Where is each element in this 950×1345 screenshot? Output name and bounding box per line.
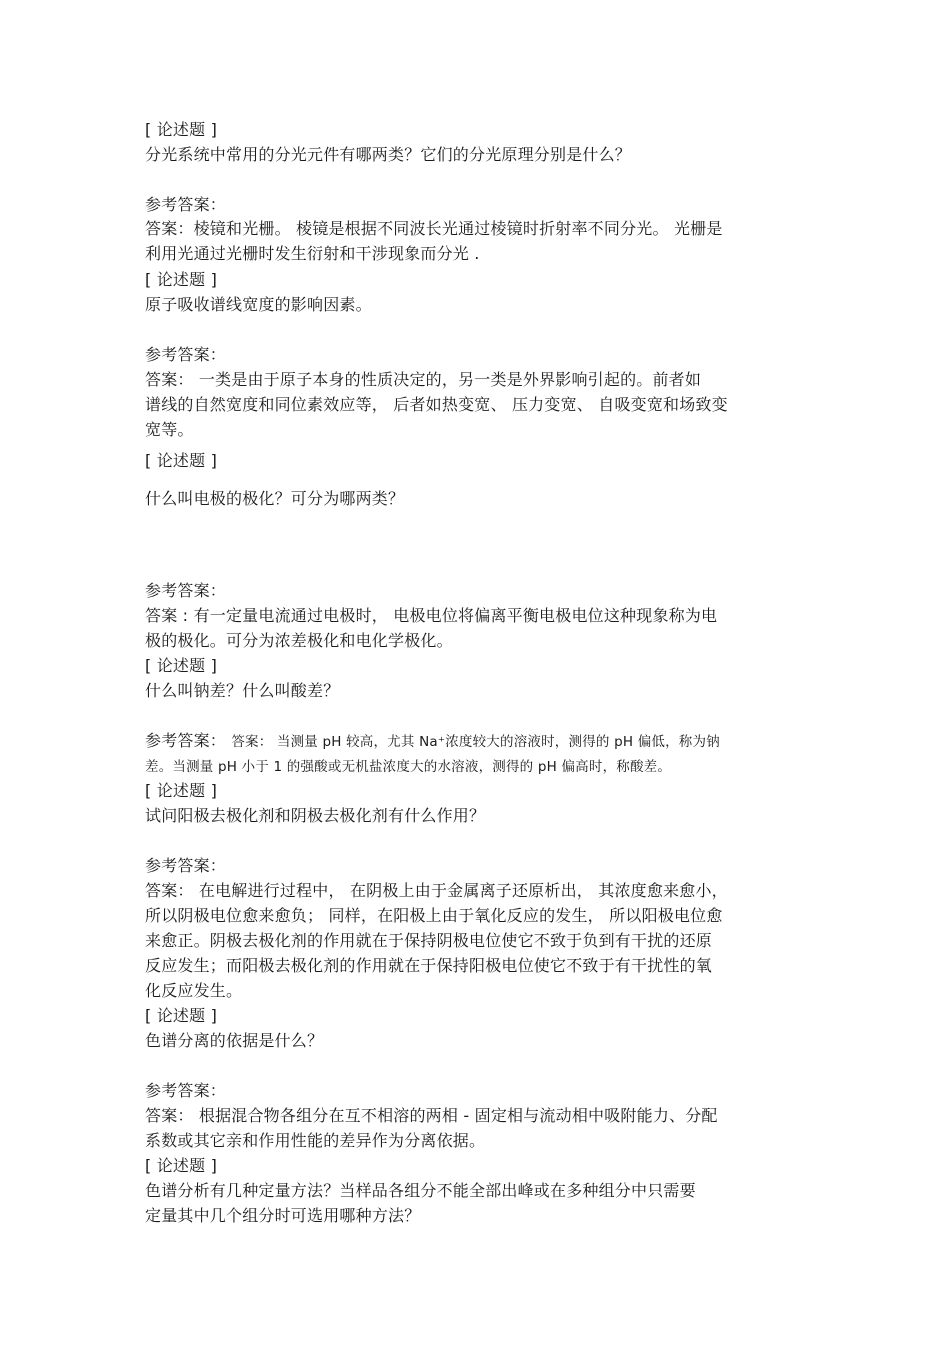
answer-text: 所以阴极电位愈来愈负； 同样，在阳极上由于氧化反应的发生， 所以阳极电位愈 (145, 906, 723, 925)
question-text: 分光系统中常用的分光元件有哪两类？它们的分光原理分别是什么？ (145, 145, 632, 164)
question-tag: [ 论述题 ] (145, 270, 218, 289)
answer-label: 参考答案： (145, 195, 227, 214)
answer-text: 答案：棱镜和光栅。 棱镜是根据不同波长光通过棱镜时折射率不同分光。 光栅是 (145, 219, 723, 238)
question-text: 定量其中几个组分时可选用哪种方法？ (145, 1206, 421, 1225)
question-tag: [ 论述题 ] (145, 451, 218, 470)
answer-text: 谱线的自然宽度和同位素效应等， 后者如热变宽、 压力变宽、 自吸变宽和场致变 (145, 395, 728, 414)
answer-label: 参考答案： (145, 581, 227, 600)
question-text: 什么叫钠差？什么叫酸差？ (145, 681, 340, 700)
answer-text: 答案： 根据混合物各组分在互不相溶的两相 - 固定相与流动相中吸附能力、分配 (145, 1106, 718, 1125)
answer-text: 极的极化。可分为浓差极化和电化学极化。 (145, 631, 453, 650)
answer-text: 答案： 一类是由于原子本身的性质决定的，另一类是外界影响引起的。前者如 (145, 370, 702, 389)
answer-text: 系数或其它亲和作用性能的差异作为分离依据。 (145, 1131, 486, 1150)
answer-text: 反应发生；而阳极去极化剂的作用就在于保持阳极电位使它不致于有干扰性的氧 (145, 956, 713, 975)
answer-text: 来愈正。阴极去极化剂的作用就在于保持阴极电位使它不致于负到有干扰的还原 (145, 931, 713, 950)
answer-label: 参考答案： (145, 345, 227, 364)
question-tag: [ 论述题 ] (145, 1156, 218, 1175)
question-text: 原子吸收谱线宽度的影响因素。 (145, 295, 372, 314)
question-tag: [ 论述题 ] (145, 120, 218, 139)
answer-text: 利用光通过光栅时发生衍射和干涉现象而分光 . (145, 244, 480, 263)
answer-label: 参考答案： (145, 1081, 227, 1100)
question-text: 试问阳极去极化剂和阴极去极化剂有什么作用？ (145, 806, 486, 825)
question-text: 色谱分离的依据是什么？ (145, 1031, 324, 1050)
answer-label: 参考答案： (145, 856, 227, 875)
answer-label-text: 参考答案： (145, 731, 227, 750)
question-tag: [ 论述题 ] (145, 781, 218, 800)
answer-text: 答案 : 有一定量电流通过电极时， 电极电位将偏离平衡电极电位这种现象称为电 (145, 606, 718, 625)
question-text: 什么叫电极的极化？可分为哪两类？ (145, 489, 405, 508)
answer-text: 宽等。 (145, 420, 194, 439)
answer-text: 化反应发生。 (145, 981, 243, 1000)
answer-text: 答案： 在电解进行过程中， 在阴极上由于金属离子还原析出， 其浓度愈来愈小， (145, 881, 728, 900)
question-tag: [ 论述题 ] (145, 656, 218, 675)
answer-label (145, 730, 720, 753)
question-text: 色谱分析有几种定量方法？当样品各组分不能全部出峰或在多种组分中只需要 (145, 1181, 696, 1200)
question-tag: [ 论述题 ] (145, 1006, 218, 1025)
answer-text: 答案： 当测量 pH 较高，尤其 Na⁺浓度较大的溶液时，测得的 pH 偏低，称为钠 (231, 734, 720, 750)
answer-text: 差。当测量 pH 小于 1 的强酸或无机盐浓度大的水溶液，测得的 pH 偏高时，称酸差。 (145, 759, 672, 775)
